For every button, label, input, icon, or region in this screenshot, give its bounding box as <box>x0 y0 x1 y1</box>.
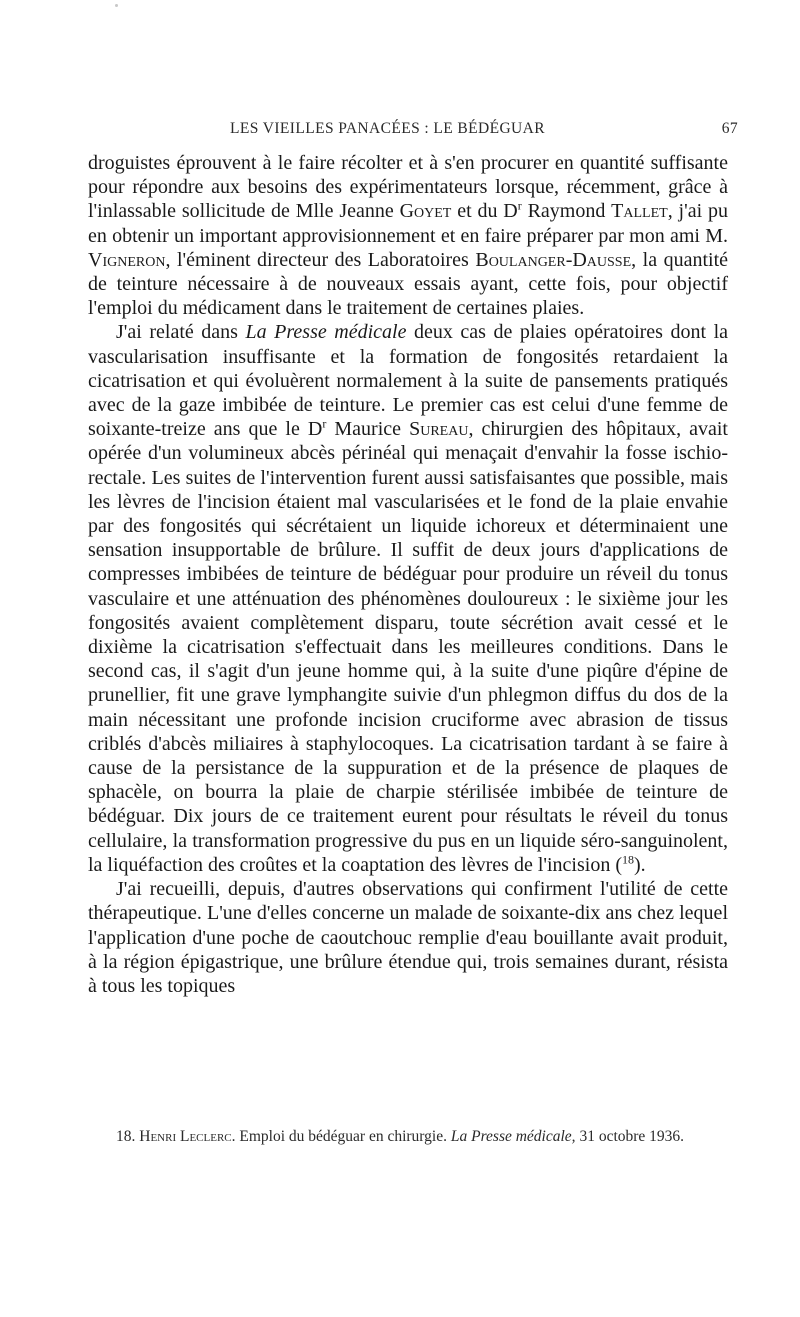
footnote-number: 18. <box>116 1128 136 1145</box>
footnote-author: Henri Leclerc. <box>139 1128 236 1145</box>
paragraph: J'ai recueilli, depuis, d'autres observations qui confirment l'utilité de cette thérapeutique. L'une d'elles concerne un malade de soixante-dix ans chez lequel l'application d'une poche de caoutchouc remplie d'eau bouillante avait produit, à la région épigastrique, une brûlure étendue qui, trois semaines durant, résista à tous les topiques <box>88 878 728 997</box>
footnote-journal: La Presse médicale, <box>450 1128 576 1145</box>
footnote <box>88 1127 728 1147</box>
page-number: 67 <box>721 120 738 137</box>
running-title: LES VIEILLES PANACÉES : LE BÉDÉGUAR <box>230 120 545 137</box>
footnote-title: Emploi du bédéguar en chirurgie. <box>239 1128 447 1145</box>
running-header <box>160 120 738 144</box>
main-text <box>88 151 728 998</box>
paper-speck <box>115 4 118 7</box>
footnote-date: 31 octobre 1936. <box>579 1128 685 1145</box>
paragraph: droguistes éprouvent à le faire récolter et à s'en procurer en quantité suffisante pour répondre aux besoins des expérimentateurs lorsque, récemment, grâce à l'inlassable sollicitude de Mlle Jeanne Goyet et du $D^r$ Raymond Tallet, j'ai pu en obtenir un important approvisionnement et en faire préparer par mon ami M. Vigneron, l'éminent directeur des Laboratoires Boulanger-Dausse, la quantité de teinture nécessaire à de nouveaux essais ayant, cette fois, pour objectif l'emploi du médicament dans le traitement de certaines plaies. <box>88 152 729 320</box>
paragraph: J'ai relaté dans La Presse médicale deux cas de plaies opératoires dont la vascularisation insuffisante et la formation de fongosités retardaient la cicatrisation et qui évoluèrent normalement à la suite de pansements pratiqués avec de la gaze imbibée de teinture. Le premier cas est celui d'une femme de soixante-treize ans que le $D^r$ Maurice Sureau, chirurgien des hôpitaux, avait opérée d'un volumineux abcès périnéal qui menaçait d'envahir la fosse ischio-rectale. Les suites de l'intervention furent aussi satisfaisantes que possible, mais les lèvres de l'incision étaient mal vascularisées et le fond de la plaie envahie par des fongosités qui sécrétaient un liquide ichoreux et déterminaient une sensation insupportable de brûlure. Il suffit de deux jours d'applications de compresses imbibées de teinture de bédéguar pour produire un réveil du tonus vasculaire et une atténuation des phénomènes douloureux : le sixième jour les fongosités avaient complètement disparu, toute sécrétion avait cessé et le dixième la cicatrisation s'effectuait dans les meilleures conditions. Dans le second cas, il s'agit d'un jeune homme qui, à la suite d'une piqûre d'épine de prunellier, fit une grave lymphangite suivie d'un phlegmon diffus du dos de la main nécessitant une profonde incision cruciforme avec abrasion de tissus criblés d'abcès miliaires à staphylocoques. La cicatrisation tardant à se faire à cause de la persistance de la suppuration et de la présence de plaques de sphacèle, on bourra la plaie de charpie stérilisée imbibée de teinture de bédéguar. Dix jours de ce traitement eurent pour résultats le réveil du tonus cellulaire, la transformation progressive du pus en un liquide séro-sanguinolent, la liquéfaction des croûtes et la coaptation des lèvres de l'incision ($^{18}$). <box>88 321 729 876</box>
